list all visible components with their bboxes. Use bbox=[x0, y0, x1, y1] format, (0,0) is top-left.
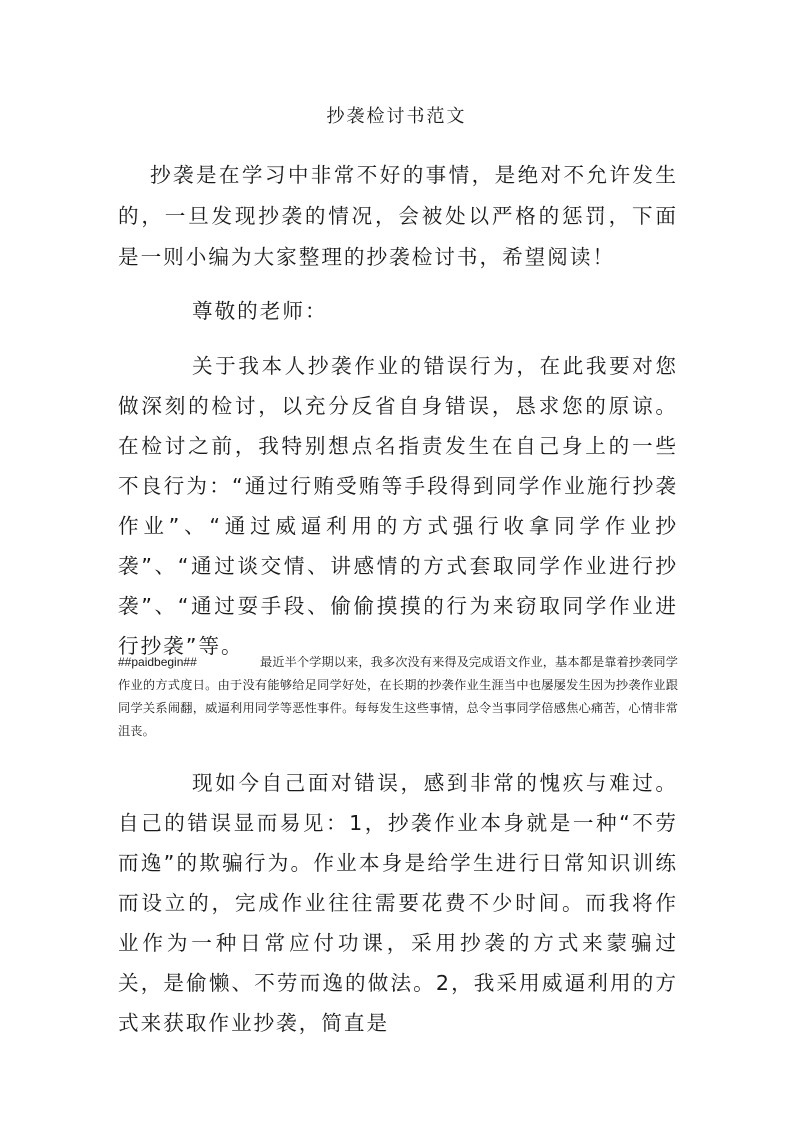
small-print-paragraph bbox=[118, 651, 678, 743]
document-title: 抄袭检讨书范文 bbox=[326, 106, 467, 127]
small-print-text: 最近半个学期以来，我多次没有来得及完成语文作业，基本都是靠着抄袭同学作业的方式度日。由于没有能够给足同学好处，在长期的抄袭作业生涯当中也屡屡发生因为抄袭作业跟同学关系闹翻，威逼利用同学等恶性事件。每每发生这些事情，总令当事同学倍感焦心痛苦，心情非常沮丧。 bbox=[118, 655, 678, 738]
body-paragraph-1: 关于我本人抄袭作业的错误行为，在此我要对您做深刻的检讨，以充分反省自身错误，恳求您的原谅。在检讨之前，我特别想点名指责发生在自己身上的一些不良行为：“通过行贿受贿等手段得到同学作业施行抄袭作业”、“通过威逼利用的方式强行收拿同学作业抄袭”、“通过谈交情、讲感情的方式套取同学作业进行抄袭”、“通过耍手段、偷偷摸摸的行为来窃取同学作业进行抄袭”等。 bbox=[118, 354, 678, 658]
salutation: 尊敬的老师： bbox=[192, 299, 328, 323]
paid-begin-marker: ##paidbegin## bbox=[118, 655, 197, 669]
body-paragraph-2: 现如今自己面对错误，感到非常的愧疚与难过。自己的错误显而易见：1，抄袭作业本身就是一种“不劳而逸”的欺骗行为。作业本身是给学生进行日常知识训练而设立的，完成作业往往需要花费不少时间。而我将作业作为一种日常应付功课，采用抄袭的方式来蒙骗过关，是偷懒、不劳而逸的做法。2，我采用威逼利用的方式来获取作业抄袭，简直是 bbox=[118, 771, 678, 1035]
intro-paragraph: 抄袭是在学习中非常不好的事情，是绝对不允许发生的，一旦发现抄袭的情况，会被处以严格的惩罚，下面是一则小编为大家整理的抄袭检讨书，希望阅读！ bbox=[118, 163, 678, 269]
